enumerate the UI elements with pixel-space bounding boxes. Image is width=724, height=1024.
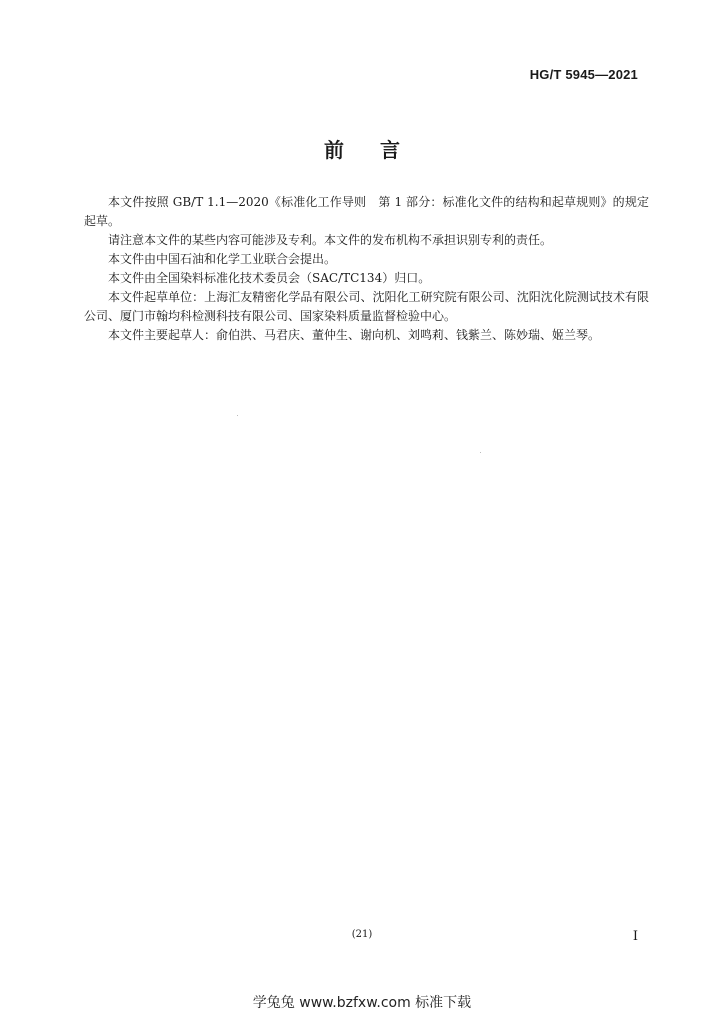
page-title: 前言 bbox=[324, 138, 436, 162]
footer-code: (21) bbox=[351, 929, 373, 940]
foreword-paragraph: 本文件起草单位：上海汇友精密化学品有限公司、沈阳化工研究院有限公司、沈阳沈化院测试技术有限公司、厦门市翰均科检测科技有限公司、国家染料质量监督检验中心。 bbox=[84, 290, 649, 323]
foreword-paragraph: 本文件按照 GB/T 1.1—2020《标准化工作导则 第 1 部分：标准化文件的结构和起草规则》的规定起草。 bbox=[84, 195, 649, 228]
page-number: I bbox=[632, 929, 638, 944]
standard-code: HG/T 5945—2021 bbox=[529, 67, 638, 82]
watermark-link[interactable]: 学兔兔 www.bzfxw.com 标准下载 bbox=[252, 995, 472, 1011]
foreword-body bbox=[84, 193, 649, 345]
foreword-paragraph: 本文件由中国石油和化学工业联合会提出。 bbox=[108, 252, 337, 266]
foreword-paragraph: 请注意本文件的某些内容可能涉及专利。本文件的发布机构不承担识别专利的责任。 bbox=[108, 233, 553, 247]
scan-speck bbox=[480, 452, 481, 453]
foreword-paragraph: 本文件由全国染料标准化技术委员会（SAC/TC134）归口。 bbox=[108, 271, 431, 285]
foreword-paragraph: 本文件主要起草人：俞伯洪、马君庆、董仲生、谢向机、刘鸣莉、钱紫兰、陈妙瑞、姬兰琴。 bbox=[108, 328, 601, 342]
scan-speck bbox=[237, 415, 238, 416]
